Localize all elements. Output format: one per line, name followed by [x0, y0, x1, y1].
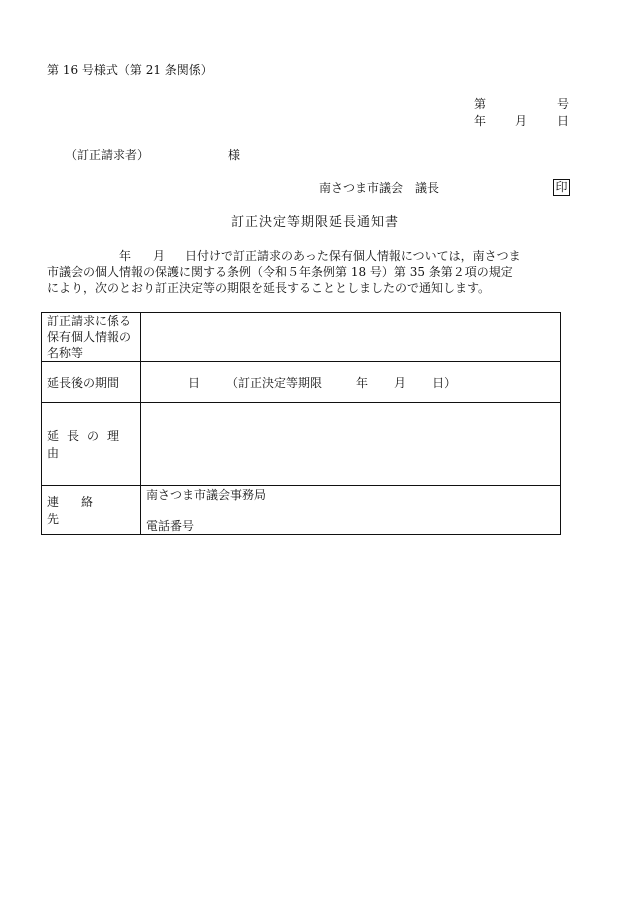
- period-label-text: 延長後の期間: [47, 375, 120, 390]
- table-row-reason: [42, 403, 561, 486]
- period-label: [47, 374, 135, 391]
- reason-value: [141, 403, 561, 486]
- period-month: 月: [394, 375, 407, 390]
- contact-phone-label: 電話番号: [146, 519, 195, 533]
- contact-value: [141, 486, 561, 535]
- date-day-label: 日: [557, 114, 570, 128]
- date-year-label: 年: [474, 114, 487, 128]
- info-name-label: 訂正請求に係る保有個人情報の名称等: [42, 313, 141, 362]
- period-value: [141, 362, 561, 403]
- contact-label: 連絡先: [42, 486, 141, 535]
- table-row-period: [42, 362, 561, 403]
- contact-office: 南さつま市議会事務局: [146, 488, 267, 502]
- body-line1-text: 日付けで訂正請求のあった保有個人情報については，南さつま: [185, 249, 521, 263]
- seal-stamp-box: 印: [553, 179, 570, 196]
- period-deadline-open: （訂正決定等期限: [226, 375, 323, 390]
- body-paragraph: [47, 248, 557, 296]
- reason-label: 延長の理由: [42, 403, 141, 486]
- date-month-label: 月: [515, 114, 528, 128]
- requester-honorific: 様: [228, 148, 241, 162]
- period-year: 年: [356, 375, 369, 390]
- body-line-2: 市議会の個人情報の保護に関する条例（令和５年条例第 18 号）第 35 条第２項の規定: [47, 265, 513, 279]
- body-year: 年: [119, 249, 132, 263]
- body-month: 月: [153, 249, 166, 263]
- table-row-contact: [42, 486, 561, 535]
- doc-number-prefix: 第: [474, 97, 487, 111]
- sender-name: 南さつま市議会 議長: [319, 181, 440, 195]
- table-row-info-name: [42, 313, 561, 362]
- requester-label: （訂正請求者）: [65, 148, 150, 162]
- period-day: 日: [188, 375, 201, 390]
- document-title: 訂正決定等期限延長通知書: [230, 215, 399, 230]
- period-deadline-close: 日）: [432, 375, 457, 390]
- form-number-label: 第 16 号様式（第 21 条関係）: [47, 63, 213, 77]
- body-line-1: [47, 248, 557, 264]
- body-line-3: により，次のとおり訂正決定等の期限を延長することとしましたので通知します。: [47, 281, 491, 295]
- doc-number-suffix: 号: [557, 97, 570, 111]
- info-name-value: [141, 313, 561, 362]
- period-label-cell: [42, 362, 141, 403]
- info-table: [41, 312, 561, 535]
